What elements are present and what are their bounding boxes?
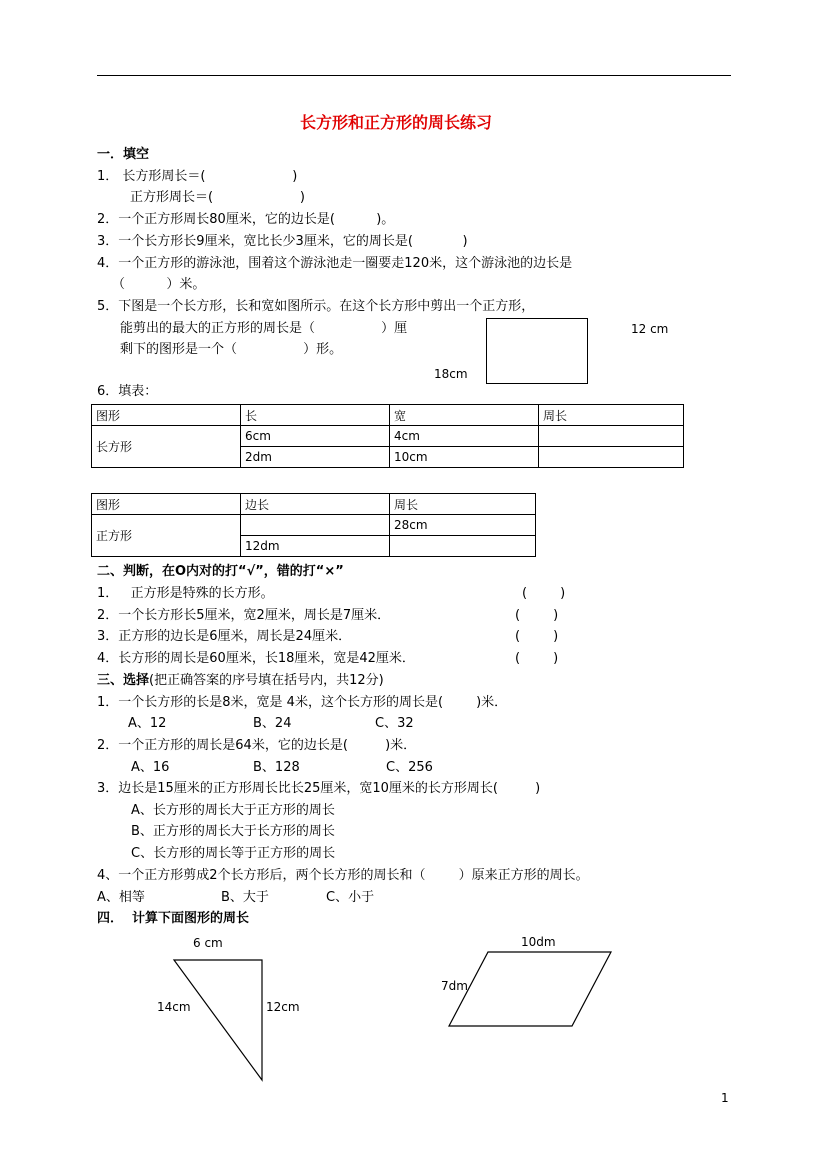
judge-q4-paren[interactable]: ( ) bbox=[515, 651, 559, 666]
choice-q4-b[interactable]: B、大于 bbox=[221, 890, 269, 905]
t2-header-shape: 图形 bbox=[92, 494, 241, 515]
choice-q4-c[interactable]: C、小于 bbox=[326, 890, 375, 905]
choice-q1-c[interactable]: C、32 bbox=[375, 716, 414, 731]
choice-q4: 4、一个正方形剪成2个长方形后，两个长方形的周长和（ ）原来正方形的周长。 bbox=[97, 868, 589, 883]
section1-heading: 一．填空 bbox=[97, 147, 150, 162]
judge-q3: 3．正方形的边长是6厘米，周长是24厘米． bbox=[97, 629, 352, 644]
choice-q3: 3．边长是15厘米的正方形周长比长25厘米，宽10厘米的长方形周长( ) bbox=[97, 781, 541, 796]
t1-header-perimeter: 周长 bbox=[539, 405, 684, 426]
q5b: 能剪出的最大的正方形的周长是（ ）厘 bbox=[120, 321, 408, 336]
judge-q3-paren[interactable]: ( ) bbox=[515, 629, 559, 644]
rect-length-label: 18cm bbox=[434, 367, 468, 381]
q6: 6．填表： bbox=[97, 384, 158, 399]
parallelogram-shape bbox=[449, 952, 611, 1026]
t2-header-side: 边长 bbox=[241, 494, 390, 515]
judge-q2-paren[interactable]: ( ) bbox=[515, 608, 559, 623]
parallelogram-top-label: 10dm bbox=[521, 935, 556, 949]
q4a: 4．一个正方形的游泳池，围着这个游泳池走一圈要走120米，这个游泳池的边长是 bbox=[97, 256, 573, 271]
section4-heading: 四． 计算下面图形的周长 bbox=[97, 911, 250, 926]
parallelogram-left-label: 7dm bbox=[441, 979, 468, 993]
choice-q2-c[interactable]: C、256 bbox=[386, 760, 433, 775]
choice-q4-a[interactable]: A、相等 bbox=[97, 890, 145, 905]
t1-header-length: 长 bbox=[241, 405, 390, 426]
q1a: 1． 长方形周长＝( ) bbox=[97, 169, 298, 184]
choice-q2: 2．一个正方形的周长是64米，它的边长是( )米． bbox=[97, 738, 417, 753]
t2-header-perimeter: 周长 bbox=[390, 494, 536, 515]
t1-cell: 6cm bbox=[241, 426, 390, 447]
t1-cell: 10cm bbox=[390, 447, 539, 468]
t1-cell: 4cm bbox=[390, 426, 539, 447]
choice-q3-b[interactable]: B、正方形的周长大于长方形的周长 bbox=[131, 824, 335, 839]
judge-q1-paren[interactable]: ( ) bbox=[522, 586, 566, 601]
t2-row-label: 正方形 bbox=[92, 515, 241, 557]
t2-cell: 12dm bbox=[241, 536, 390, 557]
triangle-top-label: 6 cm bbox=[193, 936, 223, 950]
choice-q1-b[interactable]: B、24 bbox=[253, 716, 292, 731]
judge-q1: 1． 正方形是特殊的长方形。 bbox=[97, 586, 274, 601]
q4b: （ ）米。 bbox=[112, 277, 206, 292]
section3-heading-bold: 三、选择 bbox=[97, 673, 150, 688]
judge-q4: 4．长方形的周长是60厘米，长18厘米，宽是42厘米． bbox=[97, 651, 415, 666]
t1-cell: 2dm bbox=[241, 447, 390, 468]
q5c: 剩下的图形是一个（ ）形。 bbox=[120, 342, 343, 357]
choice-q1: 1．一个长方形的长是8米，宽是 4米，这个长方形的周长是( )米． bbox=[97, 695, 508, 710]
t1-header-shape: 图形 bbox=[92, 405, 241, 426]
choice-q2-b[interactable]: B、128 bbox=[253, 760, 300, 775]
page-title: 长方形和正方形的周长练习 bbox=[300, 113, 493, 132]
choice-q3-a[interactable]: A、长方形的周长大于正方形的周长 bbox=[131, 803, 335, 818]
rect-width-label: 12 cm bbox=[631, 322, 669, 336]
triangle-right-label: 12cm bbox=[266, 1000, 300, 1014]
t1-header-width: 宽 bbox=[390, 405, 539, 426]
t1-row-label: 长方形 bbox=[92, 426, 241, 468]
q2: 2．一个正方形周长80厘米，它的边长是( )。 bbox=[97, 212, 395, 227]
choice-q1-a[interactable]: A、12 bbox=[128, 716, 167, 731]
choice-q2-a[interactable]: A、16 bbox=[131, 760, 170, 775]
judge-q2: 2．一个长方形长5厘米，宽2厘米，周长是7厘米． bbox=[97, 608, 391, 623]
q5a: 5．下图是一个长方形，长和宽如图所示。在这个长方形中剪出一个正方形， bbox=[97, 299, 535, 314]
t2-cell: 28cm bbox=[390, 515, 536, 536]
q1b: 正方形周长＝( ) bbox=[130, 190, 305, 205]
choice-q3-c[interactable]: C、长方形的周长等于正方形的周长 bbox=[131, 846, 336, 861]
triangle-left-label: 14cm bbox=[157, 1000, 191, 1014]
section2-heading: 二、判断，在O内对的打“√”，错的打“×” bbox=[97, 564, 344, 579]
triangle-shape bbox=[174, 960, 262, 1080]
q3: 3．一个长方形长9厘米，宽比长少3厘米，它的周长是( ) bbox=[97, 234, 468, 249]
page-number: 1 bbox=[721, 1091, 729, 1105]
section3-heading-rest: (把正确答案的序号填在括号内，共12分) bbox=[149, 673, 384, 688]
